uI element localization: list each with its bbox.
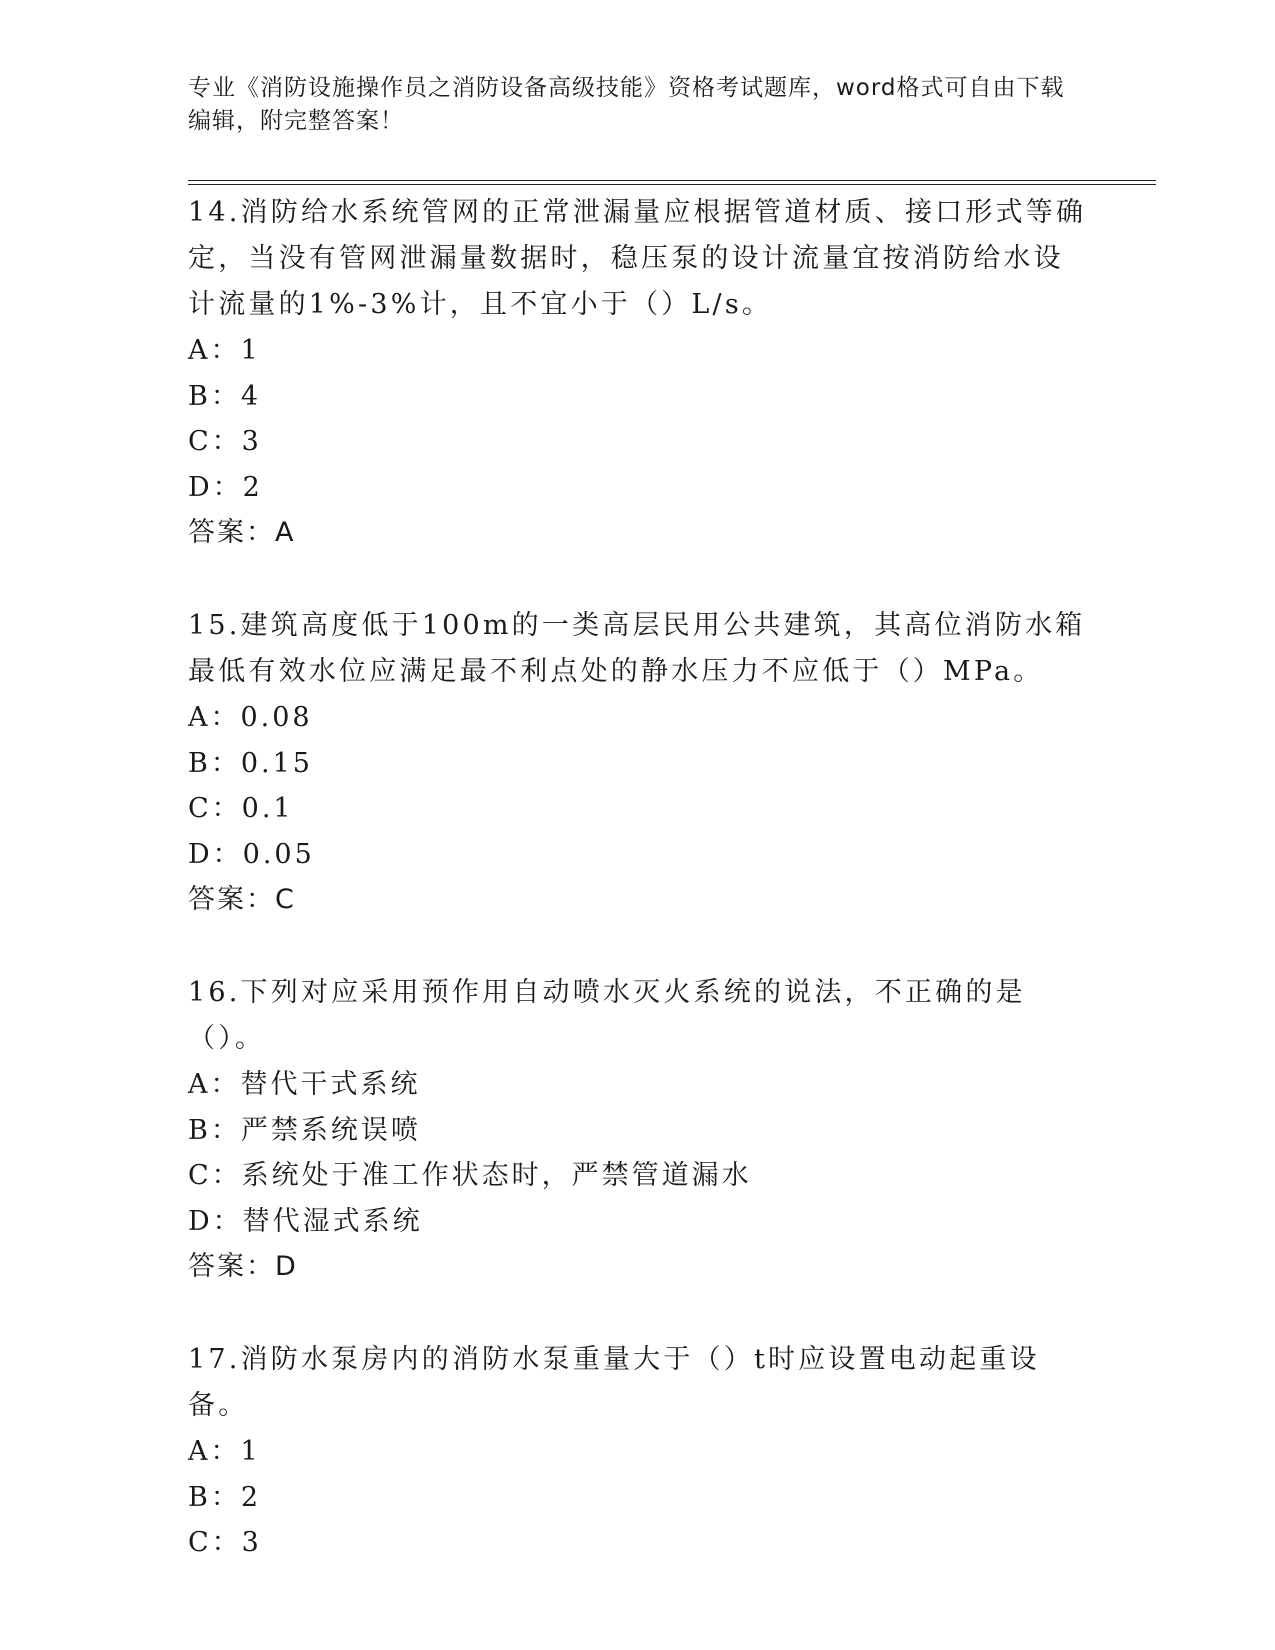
option-c: C：0.1 bbox=[188, 793, 294, 824]
option-a: A：替代干式系统 bbox=[188, 1069, 421, 1100]
question-text: 16.下列对应采用预作用自动喷水灭火系统的说法，不正确的是（）。 bbox=[188, 977, 1026, 1054]
option-a: A：0.08 bbox=[188, 702, 313, 733]
option-a: A：1 bbox=[188, 1436, 261, 1467]
option-d: D：替代湿式系统 bbox=[188, 1205, 423, 1237]
option-d: D：0.05 bbox=[188, 838, 315, 870]
question-text: 15.建筑高度低于100m的一类高层民用公共建筑，其高位消防水箱最低有效水位应满足最不利点处的静水压力不应低于（）MPa。 bbox=[188, 610, 1086, 687]
question-15 bbox=[188, 603, 1088, 922]
question-14 bbox=[188, 190, 1088, 555]
header-divider-bottom bbox=[188, 184, 1156, 185]
option-b: B：4 bbox=[188, 380, 262, 412]
option-c: C：系统处于准工作状态时，严禁管道漏水 bbox=[188, 1160, 752, 1191]
question-17 bbox=[188, 1337, 1088, 1566]
answer: 答案：A bbox=[188, 517, 296, 548]
option-b: B：严禁系统误喷 bbox=[188, 1114, 421, 1146]
document-header: 专业《消防设施操作员之消防设备高级技能》资格考试题库，word格式可自由下载编辑，附完整答案！ bbox=[188, 75, 1065, 134]
option-c: C：3 bbox=[188, 1527, 262, 1558]
question-16 bbox=[188, 970, 1088, 1289]
header-divider-top bbox=[188, 180, 1156, 181]
question-list bbox=[188, 190, 1088, 1614]
option-a: A：1 bbox=[188, 335, 261, 366]
answer: 答案：D bbox=[188, 1251, 298, 1282]
option-d: D：2 bbox=[188, 471, 263, 503]
question-text: 14.消防给水系统管网的正常泄漏量应根据管道材质、接口形式等确定，当没有管网泄漏量数据时，稳压泵的设计流量宜按消防给水设计流量的1%-3%计，且不宜小于（）L/s。 bbox=[188, 197, 1087, 320]
question-text: 17.消防水泵房内的消防水泵重量大于（）t时应设置电动起重设备。 bbox=[188, 1344, 1040, 1421]
option-b: B：0.15 bbox=[188, 747, 313, 779]
option-b: B：2 bbox=[188, 1481, 262, 1513]
answer: 答案：C bbox=[188, 884, 296, 915]
option-c: C：3 bbox=[188, 426, 262, 457]
